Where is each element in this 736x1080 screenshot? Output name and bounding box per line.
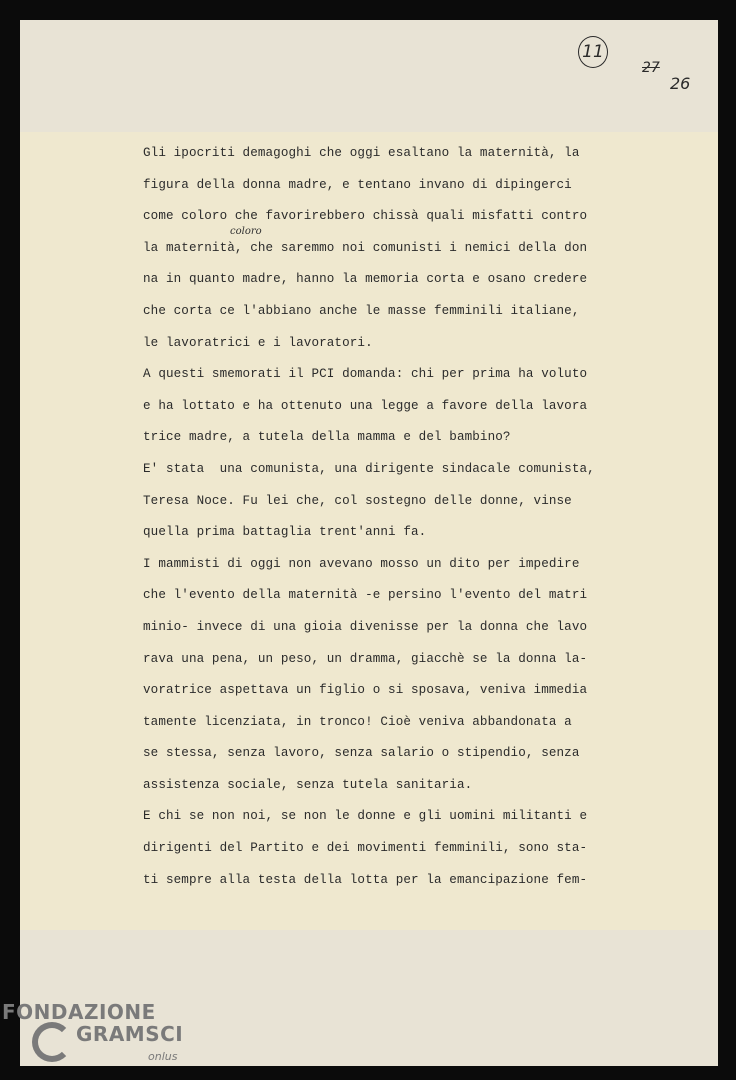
text-line: le lavoratrici e i lavoratori. — [143, 335, 373, 350]
text-line: dirigenti del Partito e dei movimenti femminili, sono sta- — [143, 841, 588, 856]
page-number-crossed: 27 — [642, 60, 660, 76]
text-line: voratrice aspettava un figlio o si sposava, veniva immedia — [143, 683, 588, 698]
watermark-line2: GRAMSCI — [76, 1022, 184, 1046]
text-line: come coloro che favorirebbero chissà quali misfatti contro — [143, 209, 588, 224]
text-line: figura della donna madre, e tentano invano di dipingerci — [143, 177, 572, 192]
text-line: e ha lottato e ha ottenuto una legge a favore della lavora — [143, 398, 588, 413]
watermark-g-ring-icon — [32, 1022, 72, 1062]
text-line: E' stata una comunista, una dirigente sindacale comunista, — [143, 461, 595, 476]
text-line: Teresa Noce. Fu lei che, col sostegno delle donne, vinse — [143, 493, 572, 508]
handwritten-page-number — [628, 58, 708, 108]
text-line: quella prima battaglia trent'anni fa. — [143, 525, 427, 540]
text-line: assistenza sociale, senza tutela sanitaria. — [143, 777, 473, 792]
text-line: se stessa, senza lavoro, senza salario o stipendio, senza — [143, 746, 580, 761]
handwritten-annotation: coloro — [230, 226, 262, 237]
text-line: minio- invece di una gioia divenisse per la donna che lavo — [143, 619, 588, 634]
text-line: che corta ce l'abbiano anche le masse femminili italiane, — [143, 303, 580, 318]
typed-text-body — [143, 144, 595, 902]
text-line: A questi smemorati il PCI domanda: chi per prima ha voluto — [143, 367, 588, 382]
text-line: tamente licenziata, in tronco! Cioè veniva abbandonata a — [143, 714, 572, 729]
fondazione-gramsci-watermark — [2, 1000, 202, 1080]
page-number-current: 26 — [670, 74, 691, 93]
text-line: trice madre, a tutela della mamma e del bambino? — [143, 430, 511, 445]
text-line: E chi se non noi, se non le donne e gli uomini militanti e — [143, 809, 588, 824]
text-line: rava una pena, un peso, un dramma, giacchè se la donna la- — [143, 651, 588, 666]
text-line: na in quanto madre, hanno la memoria corta e osano credere — [143, 272, 588, 287]
watermark-line1: FONDAZIONE — [2, 1000, 156, 1024]
text-line: Gli ipocriti demagoghi che oggi esaltano la maternità, la — [143, 146, 580, 160]
watermark-line3: onlus — [148, 1050, 178, 1063]
folio-number: 11 — [578, 36, 608, 68]
text-line: ti sempre alla testa della lotta per la emancipazione fem- — [143, 872, 588, 887]
text-line: che l'evento della maternità -e persino l'evento del matri — [143, 588, 588, 603]
text-line: la maternità, che saremmo noi comunisti i nemici della don — [143, 240, 588, 255]
text-line: I mammisti di oggi non avevano mosso un dito per impedire — [143, 556, 580, 571]
